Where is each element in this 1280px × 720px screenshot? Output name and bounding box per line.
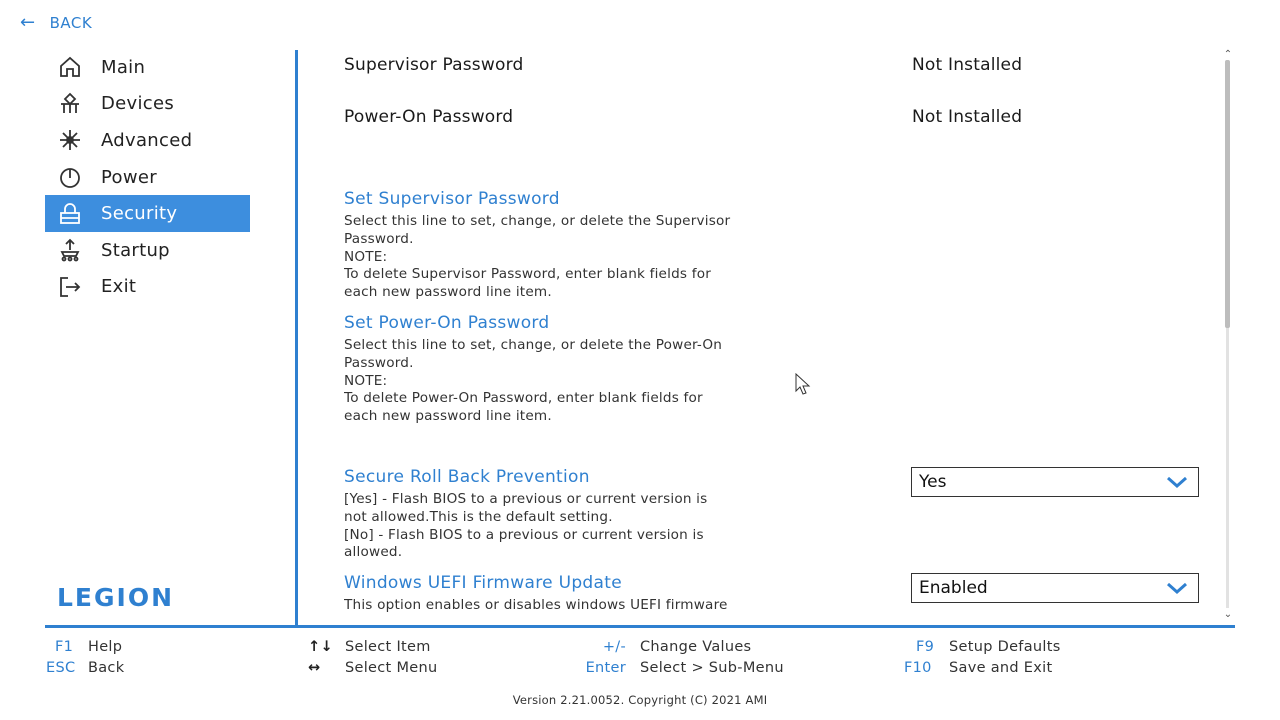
sidebar-item-security[interactable] [45, 195, 250, 232]
hotkey-key: +/- [602, 638, 626, 655]
desc-line: NOTE: [344, 248, 388, 265]
divider-vertical [295, 50, 298, 626]
sidebar-item-label: Main [101, 56, 146, 78]
desc-line: [No] - Flash BIOS to a previous or current version is [344, 526, 704, 543]
hotkey-back [46, 657, 124, 678]
set-supervisor-password-item[interactable] [344, 189, 1204, 302]
set-power-on-password-item[interactable] [344, 313, 1204, 426]
power-on-password-status: Not Installed [912, 107, 1023, 127]
hotkey-label: Save and Exit [949, 659, 1053, 676]
sidebar-item-devices[interactable] [45, 86, 250, 123]
windows-uefi-desc [344, 597, 864, 615]
hotkey-select-item [308, 636, 437, 657]
hotkey-label: Select Item [345, 638, 431, 655]
hotkey-change-values [580, 636, 784, 657]
sidebar-item-advanced[interactable] [45, 122, 250, 159]
footer-col-3 [580, 636, 784, 678]
sidebar-item-exit[interactable] [45, 269, 250, 306]
footer-col-2 [308, 636, 437, 678]
desc-line: To delete Supervisor Password, enter blank fields for [344, 266, 712, 283]
hotkey-help [46, 636, 124, 657]
sidebar-item-power[interactable] [45, 159, 250, 196]
hotkey-label: Help [88, 638, 123, 655]
hotkey-setup-defaults [904, 636, 1061, 657]
supervisor-password-status: Not Installed [912, 55, 1023, 75]
hotkey-label: Select > Sub-Menu [640, 659, 784, 676]
desc-line: Select this line to set, change, or delete the Power-On [344, 337, 723, 353]
windows-uefi-select[interactable] [911, 573, 1199, 603]
advanced-icon [55, 128, 85, 152]
hotkey-label: Select Menu [345, 659, 438, 676]
windows-uefi-item [344, 573, 1204, 615]
secure-roll-back-desc [344, 491, 824, 562]
hotkey-save-exit [904, 657, 1061, 678]
desc-line: [Yes] - Flash BIOS to a previous or current version is [344, 491, 708, 507]
desc-line: not allowed.This is the default setting. [344, 508, 613, 525]
desc-line: each new password line item. [344, 284, 552, 301]
divider-horizontal [45, 625, 1235, 628]
scroll-thumb[interactable] [1225, 60, 1230, 328]
secure-roll-back-label[interactable]: Secure Roll Back Prevention [344, 467, 590, 487]
hotkey-label: Back [88, 659, 125, 676]
set-supervisor-password-link[interactable]: Set Supervisor Password [344, 189, 560, 209]
devices-icon [55, 92, 85, 116]
windows-uefi-label[interactable]: Windows UEFI Firmware Update [344, 573, 622, 593]
arrow-left-icon: ← [20, 12, 36, 33]
footer-col-4 [904, 636, 1061, 678]
sidebar-item-label: Exit [101, 276, 137, 298]
secure-roll-back-item [344, 467, 1204, 562]
back-label: BACK [49, 14, 93, 32]
desc-line: This option enables or disables windows UEFI firmware [344, 597, 728, 613]
chevron-down-icon [1166, 473, 1188, 491]
hotkey-key: F9 [916, 638, 935, 655]
hotkey-key: F1 [55, 638, 74, 655]
content-scrollbar[interactable] [1220, 50, 1236, 618]
set-power-on-password-link[interactable]: Set Power-On Password [344, 313, 550, 333]
version-text: Version 2.21.0052. Copyright (C) 2021 AMI [512, 693, 768, 707]
sidebar-item-label: Advanced [101, 129, 193, 151]
hotkey-key: Enter [585, 659, 626, 676]
windows-uefi-value: Enabled [919, 578, 988, 598]
sidebar-item-main[interactable] [45, 49, 250, 86]
hotkey-label: Change Values [640, 638, 752, 655]
exit-icon [55, 275, 85, 299]
power-on-password-label: Power-On Password [344, 107, 514, 127]
hotkey-key: F10 [904, 659, 932, 676]
set-power-on-password-desc [344, 337, 824, 426]
sidebar-nav [45, 49, 250, 305]
desc-line: each new password line item. [344, 408, 552, 425]
legion-logo: LEGION [57, 583, 175, 612]
mouse-cursor-icon [795, 373, 815, 397]
sidebar-item-startup[interactable] [45, 232, 250, 269]
desc-line: Select this line to set, change, or delete the Supervisor [344, 213, 731, 229]
desc-line: NOTE: [344, 372, 388, 389]
lock-icon [55, 202, 85, 226]
chevron-down-icon [1166, 579, 1188, 597]
startup-icon [55, 238, 85, 262]
sidebar-item-label: Security [101, 203, 178, 225]
hotkey-sub-menu [580, 657, 784, 678]
arrows-updown-icon: ↑↓ [308, 638, 333, 655]
supervisor-password-row [344, 55, 1204, 75]
power-icon [55, 165, 85, 189]
power-on-password-row [344, 107, 1204, 127]
arrows-leftright-icon: ↔ [308, 659, 321, 676]
footer-col-1 [46, 636, 124, 678]
back-button[interactable] [20, 14, 92, 32]
sidebar-item-label: Power [101, 166, 157, 188]
supervisor-password-label: Supervisor Password [344, 55, 524, 75]
sidebar-item-label: Devices [101, 93, 175, 115]
desc-line: To delete Power-On Password, enter blank fields for [344, 390, 703, 407]
sidebar-item-label: Startup [101, 239, 170, 261]
security-settings-panel [344, 50, 1214, 618]
scroll-up-icon[interactable]: ⌃ [1223, 49, 1233, 60]
desc-line: allowed. [344, 544, 403, 561]
hotkey-key: ESC [46, 659, 76, 676]
home-icon [55, 55, 85, 79]
hotkey-select-menu [308, 657, 437, 678]
hotkey-label: Setup Defaults [949, 638, 1061, 655]
desc-line: Password. [344, 354, 414, 371]
secure-roll-back-select[interactable] [911, 467, 1199, 497]
desc-line: Password. [344, 230, 414, 247]
scroll-down-icon[interactable]: ⌄ [1223, 609, 1233, 620]
secure-roll-back-value: Yes [919, 472, 947, 492]
set-supervisor-password-desc [344, 213, 824, 302]
